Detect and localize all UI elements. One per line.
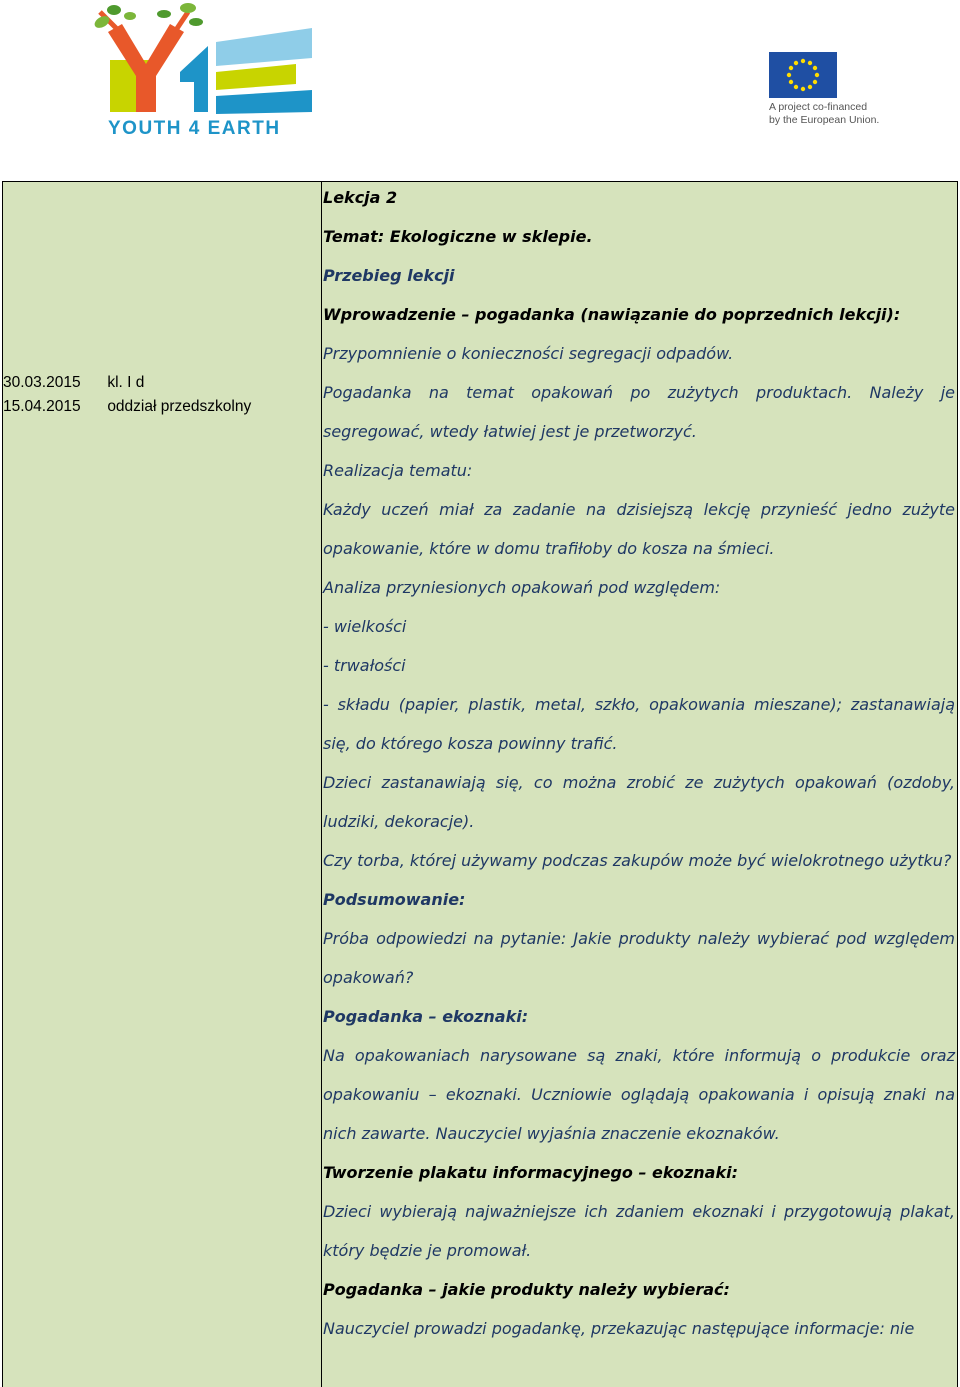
lesson-table bbox=[2, 181, 958, 1387]
date-class-cell bbox=[3, 182, 322, 1387]
lesson-paragraph: Próba odpowiedzi na pytanie: Jakie produkty należy wybierać pod względem opakowań? bbox=[323, 929, 955, 987]
lesson-paragraph: Pogadanka na temat opakowań po zużytych produktach. Należy je segregować, wtedy łatwiej jest je przetworzyć. bbox=[323, 383, 955, 441]
lesson-paragraph: Dzieci zastanawiają się, co można zrobić ze zużytych opakowań (ozdoby, ludziki, dekoracje). bbox=[323, 773, 955, 831]
section-heading: Wprowadzenie – pogadanka (nawiązanie do poprzednich lekcji): bbox=[323, 305, 901, 324]
lesson-date: 15.04.2015 bbox=[3, 398, 81, 415]
section-heading: Podsumowanie: bbox=[323, 890, 466, 909]
lesson-date: 30.03.2015 bbox=[3, 374, 81, 391]
logo-wordmark: YOUTH 4 EARTH bbox=[108, 118, 281, 139]
list-item: - trwałości bbox=[323, 656, 406, 675]
lesson-paragraph: Na opakowaniach narysowane są znaki, które informują o produkcie oraz opakowaniu – ekoznaki. Uczniowie oglądają opakowania i opisują znaki na nich zawarte. Nauczyciel wyjaśnia znaczenie ekoznaków. bbox=[323, 1046, 955, 1143]
eu-flag-icon bbox=[769, 52, 837, 98]
lesson-paragraph: Nauczyciel prowadzi pogadankę, przekazując następujące informacje: nie bbox=[323, 1319, 915, 1338]
section-heading: Tworzenie plakatu informacyjnego – ekoznaki: bbox=[323, 1163, 738, 1182]
eu-caption bbox=[769, 101, 909, 126]
lesson-paragraph: Czy torba, której używamy podczas zakupów może być wielokrotnego użytku? bbox=[323, 851, 952, 870]
eu-caption-line: by the European Union. bbox=[769, 113, 880, 126]
section-heading: Pogadanka – jakie produkty należy wybierać: bbox=[323, 1280, 730, 1299]
list-item: - wielkości bbox=[323, 617, 407, 636]
lesson-paragraph: Każdy uczeń miał za zadanie na dzisiejszą lekcję przynieść jedno zużyte opakowanie, które w domu trafiłoby do kosza na śmieci. bbox=[323, 500, 955, 558]
date-row bbox=[3, 395, 251, 419]
class-name: oddział przedszkolny bbox=[107, 398, 252, 415]
eu-caption-line: A project co-financed bbox=[769, 101, 868, 113]
lesson-paragraph: Dzieci wybierają najważniejsze ich zdaniem ekoznaki i przygotowują plakat, który będzie je promował. bbox=[323, 1202, 955, 1260]
lesson-content-cell bbox=[322, 182, 957, 1387]
lesson-topic: Temat: Ekologiczne w sklepie. bbox=[323, 227, 593, 246]
lesson-paragraph: Przypomnienie o konieczności segregacji odpadów. bbox=[323, 344, 734, 363]
lesson-number: Lekcja 2 bbox=[323, 188, 398, 207]
date-row bbox=[3, 371, 251, 395]
page-header bbox=[0, 0, 960, 180]
class-name: kl. I d bbox=[107, 374, 145, 391]
lesson-text bbox=[323, 178, 955, 1348]
section-heading: Pogadanka – ekoznaki: bbox=[323, 1007, 529, 1026]
section-heading: Realizacja tematu: bbox=[323, 461, 473, 480]
lesson-paragraph: Analiza przyniesionych opakowań pod względem: bbox=[323, 578, 721, 597]
section-heading: Przebieg lekcji bbox=[323, 266, 455, 285]
list-item: - składu (papier, plastik, metal, szkło, opakowania mieszane); zastanawiają się, do którego kosza powinny trafić. bbox=[323, 695, 955, 753]
